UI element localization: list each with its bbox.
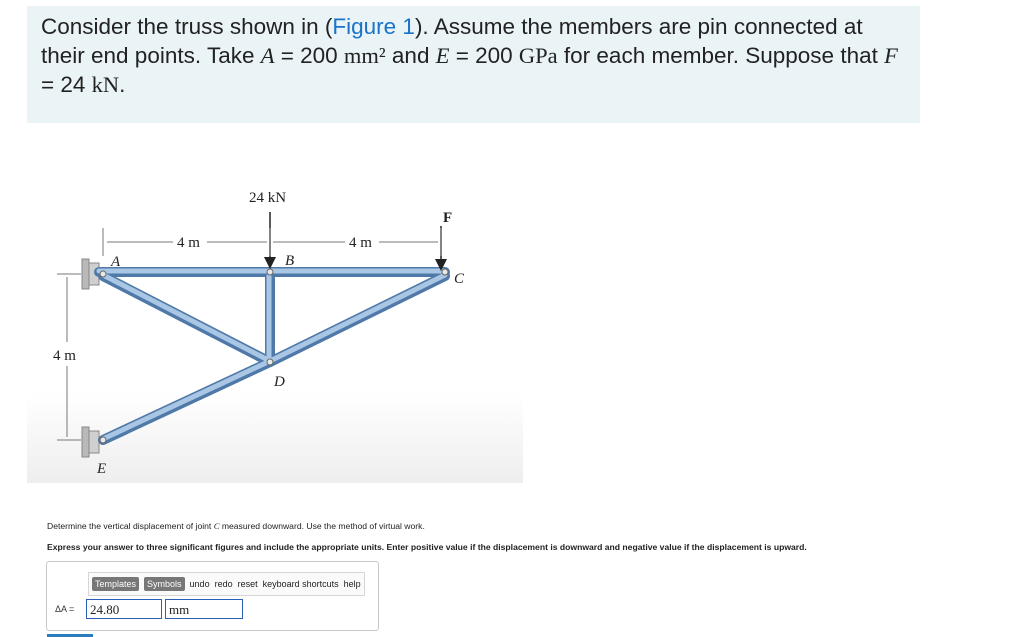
truss-diagram — [27, 130, 523, 483]
keyboard-shortcuts-link[interactable]: keyboard shortcuts — [262, 579, 339, 589]
joint-label-d: D — [274, 374, 285, 390]
problem-statement-panel — [27, 6, 920, 123]
joint-label-b: B — [285, 253, 295, 269]
joint-d-pin — [267, 359, 273, 365]
joint-b-pin — [267, 269, 273, 275]
force-label-f: F — [443, 210, 453, 226]
answer-toolbar — [88, 572, 365, 596]
answer-panel — [46, 561, 379, 631]
dimension-ae-label: 4 m — [53, 348, 76, 364]
answer-value-input[interactable]: 24.80 — [86, 599, 162, 619]
answer-unit-input[interactable]: mm — [165, 599, 243, 619]
problem-statement: Consider the truss shown in (Figure 1). Assume the members are pin connected at their end points. Take A = 200 mm² and E = 200 GPa for each member. Suppose that F = 24 kN. — [41, 14, 898, 97]
pin-support-e — [82, 427, 99, 457]
joint-a-pin — [100, 271, 106, 277]
truss-figure — [27, 130, 523, 483]
joint-label-a: A — [111, 254, 121, 270]
dimension-ab-label: 4 m — [177, 235, 200, 251]
joint-e-pin — [100, 437, 106, 443]
undo-button[interactable]: undo — [189, 579, 210, 589]
joint-label-e: E — [97, 461, 107, 477]
dimension-line-top — [103, 228, 441, 256]
symbols-button[interactable]: Symbols — [144, 577, 185, 591]
reset-button[interactable]: reset — [237, 579, 258, 589]
figure-link[interactable]: Figure 1 — [332, 14, 415, 39]
answer-format-instruction: Express your answer to three significant figures and include the appropriate units. Enter positive value if the displacement is downward and negative value if the displacement is upward. — [47, 542, 807, 552]
joint-c-pin — [442, 269, 448, 275]
load-label-b: 24 kN — [249, 190, 287, 206]
dimension-bc-label: 4 m — [349, 235, 372, 251]
templates-button[interactable]: Templates — [92, 577, 139, 591]
answer-label: ΔA = — [55, 604, 75, 614]
help-link[interactable]: help — [343, 579, 361, 589]
redo-button[interactable]: redo — [214, 579, 233, 589]
question-instruction: Determine the vertical displacement of joint C measured downward. Use the method of virtual work. — [47, 521, 425, 531]
joint-label-c: C — [454, 271, 465, 287]
